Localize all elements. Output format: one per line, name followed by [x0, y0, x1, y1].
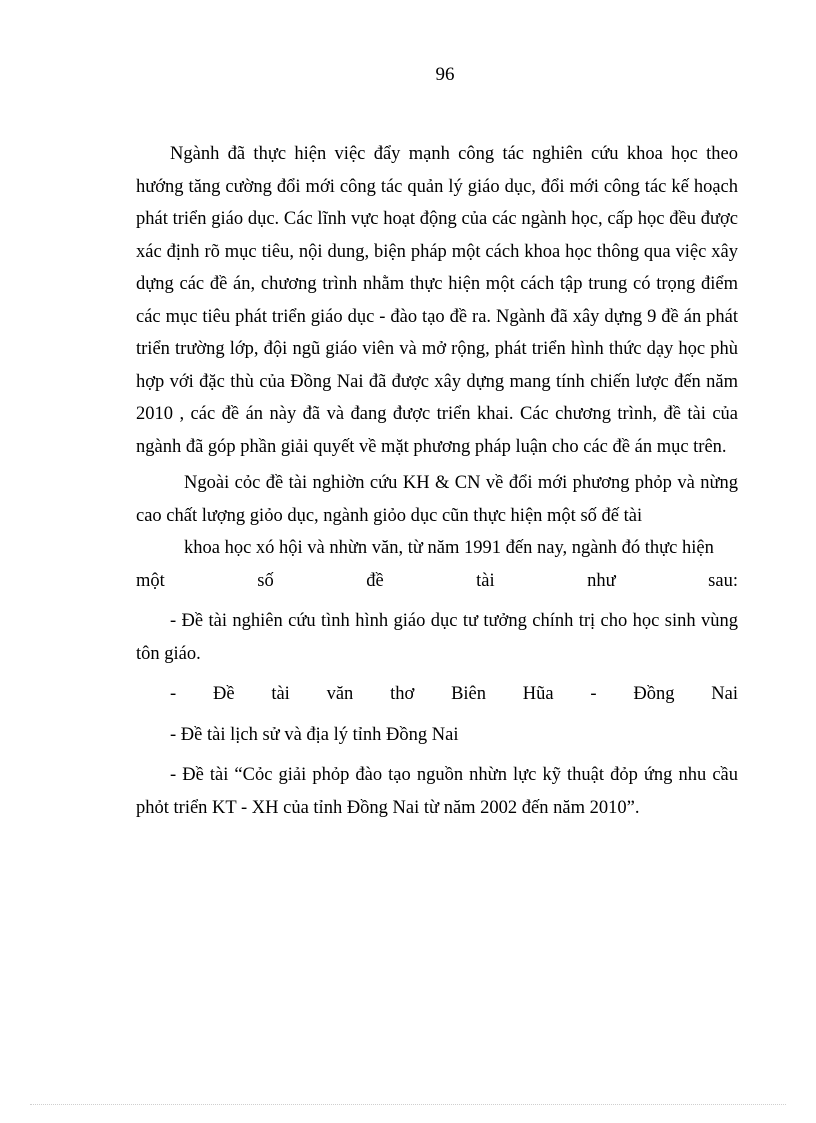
list-item-topic-human-resources: - Đề tài “Cỏc giải phỏp đào tạo nguồn nhừn lực kỹ thuật đỏp ứng nhu cầu phỏt triển KT - XH của tỉnh Đồng Nai từ năm 2002 đến năm 2010”. [136, 765, 738, 818]
list-item-topic-literature [136, 678, 738, 711]
document-body [136, 138, 738, 824]
word: Nai [711, 684, 738, 704]
word: Đề [212, 684, 235, 704]
paragraph-social-research-list-lead [136, 565, 738, 598]
word: sau: [708, 570, 738, 591]
word: số [257, 570, 274, 591]
word: thơ [390, 684, 415, 704]
word: tài [476, 570, 495, 591]
paragraph-research-activities: Ngành đã thực hiện việc đẩy mạnh công tác nghiên cứu khoa học theo hướng tăng cường đổi mới công tác quản lý giáo dục, đổi mới công tác kế hoạch phát triển giáo dục. Các lĩnh vực hoạt động của các ngành học, cấp học đều được xác định rõ mục tiêu, nội dung, biện pháp một cách khoa học thông qua việc xây dựng các đề án, chương trình nhằm thực hiện một cách tập trung có trọng điểm các mục tiêu phát triển giáo dục - đào tạo đề ra. Ngành đã xây dựng 9 đề án phát triển trường lớp, đội ngũ giáo viên và mở rộng, phát triển hình thức dạy học phù hợp với đặc thù của Đồng Nai đã được xây dựng mang tính chiến lược đến năm 2010 , các đề án này đã và đang được triển khai. Các chương trình, đề tài của ngành đã góp phần giải quyết về mặt phương pháp luận cho các đề án mục trên. [136, 144, 738, 457]
word: Biên [451, 684, 487, 704]
word: đề [366, 570, 384, 591]
word: - [590, 684, 597, 704]
word: - [170, 684, 177, 704]
word: như [587, 570, 616, 591]
page-number: 96 [435, 64, 455, 85]
word: Hũa [522, 684, 554, 704]
paragraph-social-research-intro: Ngoài cỏc đề tài nghiờn cứu KH & CN về đổi mới phương phỏp và nừng cao chất lượng giỏo dục, ngành giỏo dục cũn thực hiện một số đế tài [136, 473, 738, 526]
list-item-topic-political-education: - Đề tài nghiên cứu tình hình giáo dục tư tưởng chính trị cho học sinh vùng tôn giáo. [136, 611, 738, 664]
page-bottom-divider [30, 1104, 786, 1105]
paragraph-social-research-line: khoa học xó hội và nhừn văn, từ năm 1991 đến nay, ngành đó thực hiện [184, 538, 714, 558]
list-item-topic-history-geography: - Đề tài lịch sử và địa lý tỉnh Đồng Nai [170, 724, 459, 745]
word: Đồng [633, 684, 675, 704]
word: văn [326, 684, 354, 704]
word: tài [271, 684, 290, 704]
word: một [136, 570, 165, 591]
